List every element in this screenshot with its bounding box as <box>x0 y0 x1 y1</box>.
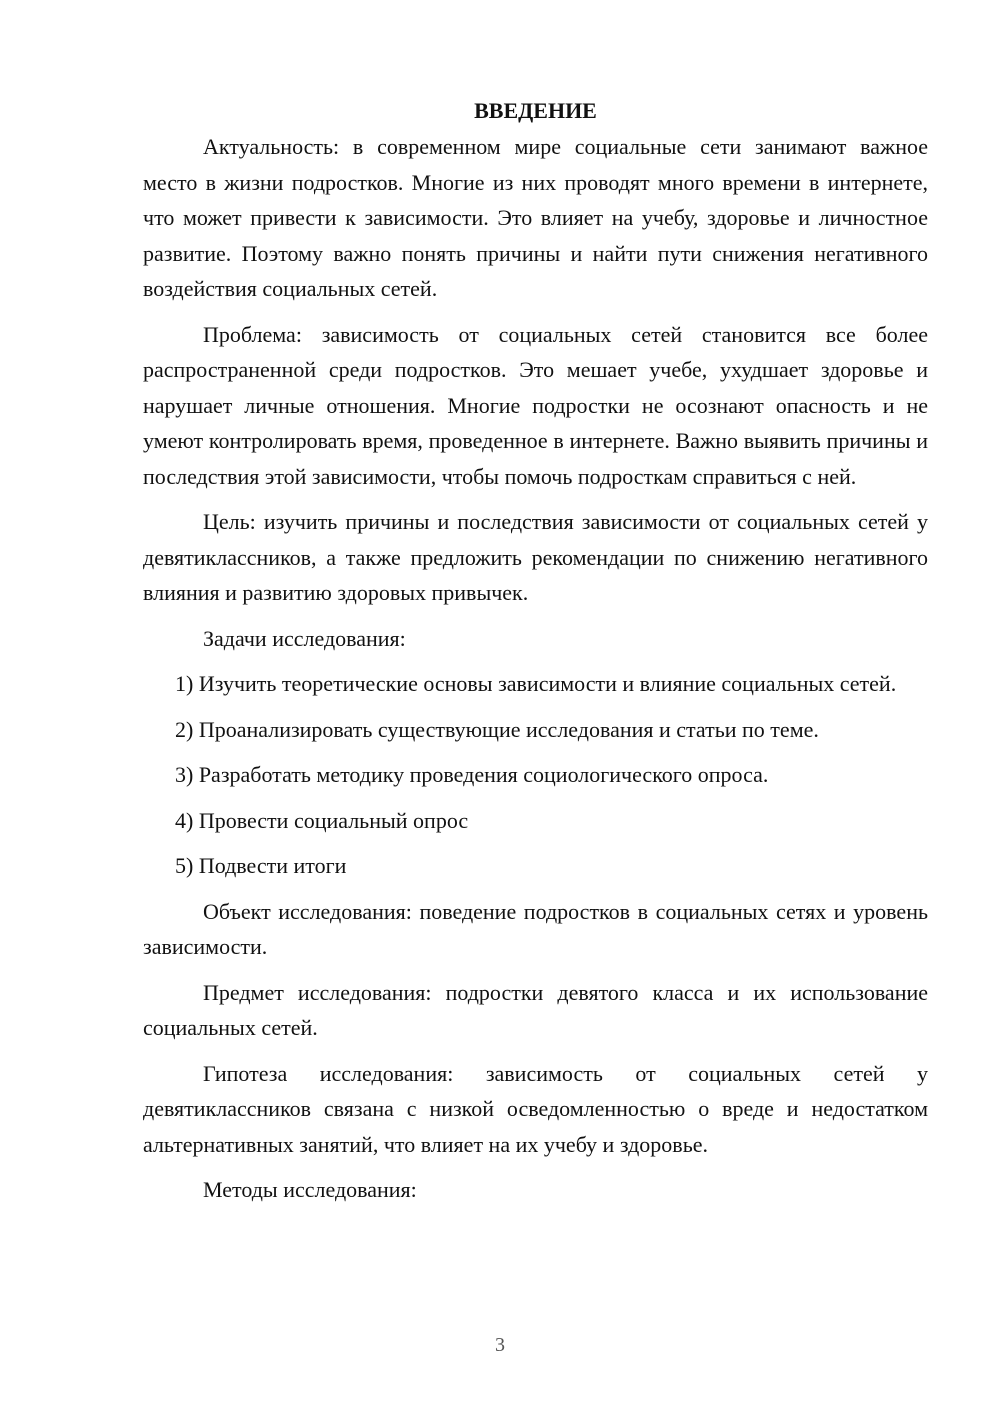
paragraph-subject: Предмет исследования: подростки девятого класса и их использование социальных сетей. <box>143 979 928 1040</box>
paragraph-object: Объект исследования: поведение подростков в социальных сетях и уровень зависимости. <box>143 898 928 959</box>
paragraph-goal: Цель: изучить причины и последствия зависимости от социальных сетей у девятиклассников, а также предложить рекомендации по снижению негативного влияния и развитию здоровых привычек. <box>143 509 928 605</box>
methods-heading: Методы исследования: <box>203 1177 417 1202</box>
task-item-3: 3) Разработать методику проведения социологического опроса. <box>175 762 769 787</box>
task-item-1: 1) Изучить теоретические основы зависимости и влияние социальных сетей. <box>175 671 897 696</box>
tasks-heading: Задачи исследования: <box>203 625 406 651</box>
task-item-2: 2) Проанализировать существующие исследования и статьи по теме. <box>175 716 819 742</box>
paragraph-problem: Проблема: зависимость от социальных сетей становится все более распространенной среди подростков. Это мешает учебе, ухудшает здоровье и нарушает личные отношения. Многие подростки не осознают опасность и не умеют контролировать время, проведенное в интернете. Важно выявить причины и последствия этой зависимости, чтобы помочь подросткам справиться с ней. <box>143 321 928 489</box>
task-item-4: 4) Провести социальный опрос <box>175 807 469 833</box>
document-page <box>143 95 928 1218</box>
paragraph-hypothesis: Гипотеза исследования: зависимость от социальных сетей у девятиклассников связана с низкой осведомленностью о вреде и недостатком альтернативных занятий, что влияет на их учебу и здоровье. <box>143 1060 928 1157</box>
task-item-5: 5) Подвести итоги <box>175 853 347 878</box>
section-title: ВВЕДЕНИЕ <box>474 98 597 123</box>
page-number: 3 <box>495 1334 505 1356</box>
paragraph-relevance: Актуальность: в современном мире социальные сети занимают важное место в жизни подростков. Многие из них проводят много времени в интернете, что может привести к зависимости. Это влияет на учебу, здоровье и личностное развитие. Поэтому важно понять причины и найти пути снижения негативного воздействия социальных сетей. <box>143 134 928 301</box>
